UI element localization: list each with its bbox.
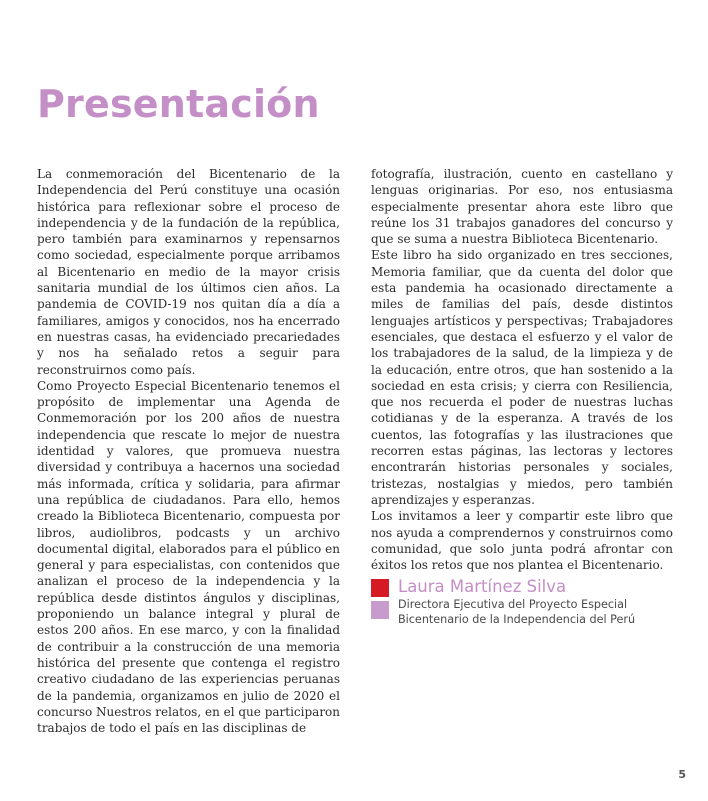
signature-name: Laura Martínez Silva xyxy=(398,577,567,596)
paragraph-left-2: Como Proyecto Especial Bicentenario tenemos el propósito de implementar una Agenda de Conmemoración por los 200 años de nuestra independencia que rescate lo mejor de nuestra identidad y valores, que promueva nuestra diversidad y contribuya a hacernos una sociedad más informada, crítica y solidaria, para afirmar una república de ciudadanos. Para ello, hemos creado la Biblioteca Bicentenario, compuesta por libros, audiolibros, podcasts y un archivo documental digital, elaborados para el público en general y para especialistas, con contenidos que analizan el proceso de la independencia y la república desde distintos ángulos y disciplinas, proponiendo un balance integral y plural de estos 200 años. En ese marco, y con la finalidad de contribuir a la construcción de una memoria histórica del presente que contenga el registro creativo ciudadano de las experiencias peruanas de la pandemia, organizamos en julio de 2020 el concurso Nuestros relatos, en el que participaron trabajos de todo el país en las disciplinas de xyxy=(37,378,341,736)
paragraph-right-1: fotografía, ilustración, cuento en castellano y lenguas originarias. Por eso, nos entusiasma especialmente presentar ahora este libro que reúne los 31 trabajos ganadores del concurso y que se suma a nuestra Biblioteca Bicentenario. xyxy=(371,167,673,247)
paragraph-right-3: Los invitamos a leer y compartir este libro que nos ayuda a comprendernos y construirnos como comunidad, que solo junta podrá afrontar con éxitos los retos que nos plantea el Bicentenario. xyxy=(371,509,673,573)
signature-role xyxy=(398,598,635,627)
page-title: Presentación xyxy=(37,82,320,126)
lilac-square-decoration xyxy=(371,601,389,619)
right-column xyxy=(371,166,673,573)
left-column xyxy=(37,166,340,736)
signature-role-line-2: Bicentenario de la Independencia del Perú xyxy=(398,612,636,626)
page-number: 5 xyxy=(678,768,686,781)
paragraph-left-1: La conmemoración del Bicentenario de la Independencia del Perú constituye una ocasión histórica para reflexionar sobre el proceso de independencia y de la fundación de la república, pero también para examinarnos y repensarnos como sociedad, especialmente porque arribamos al Bicentenario en medio de la mayor crisis sanitaria mundial de los últimos cien años. La pandemia de COVID-19 nos quitan día a día a familiares, amigos y conocidos, nos ha encerrado en nuestras casas, ha evidenciado precariedades y nos ha señalado retos a seguir para reconstruirnos como país. xyxy=(37,167,340,377)
signature-role-line-1: Directora Ejecutiva del Proyecto Especial xyxy=(398,598,628,611)
red-square-decoration xyxy=(371,579,389,597)
paragraph-right-2: Este libro ha sido organizado en tres secciones, Memoria familiar, que da cuenta del dolor que esta pandemia ha ocasionado directamente a miles de familias del país, desde distintos lenguajes artísticos y perspectivas; Trabajadores esenciales, que destaca el esfuerzo y el valor de los trabajadores de la salud, de la limpieza y de la educación, entre otros, que han sostenido a la sociedad en esta crisis; y cierra con Resiliencia, que nos recuerda el poder de nuestras luchas cotidianas y de la esperanza. A través de los cuentos, las fotografías y las ilustraciones que recorren estas páginas, las lectoras y lectores encontrarán historias personales y sociales, tristezas, nostalgias y miedos, pero también aprendizajes y esperanzas. xyxy=(371,248,673,507)
